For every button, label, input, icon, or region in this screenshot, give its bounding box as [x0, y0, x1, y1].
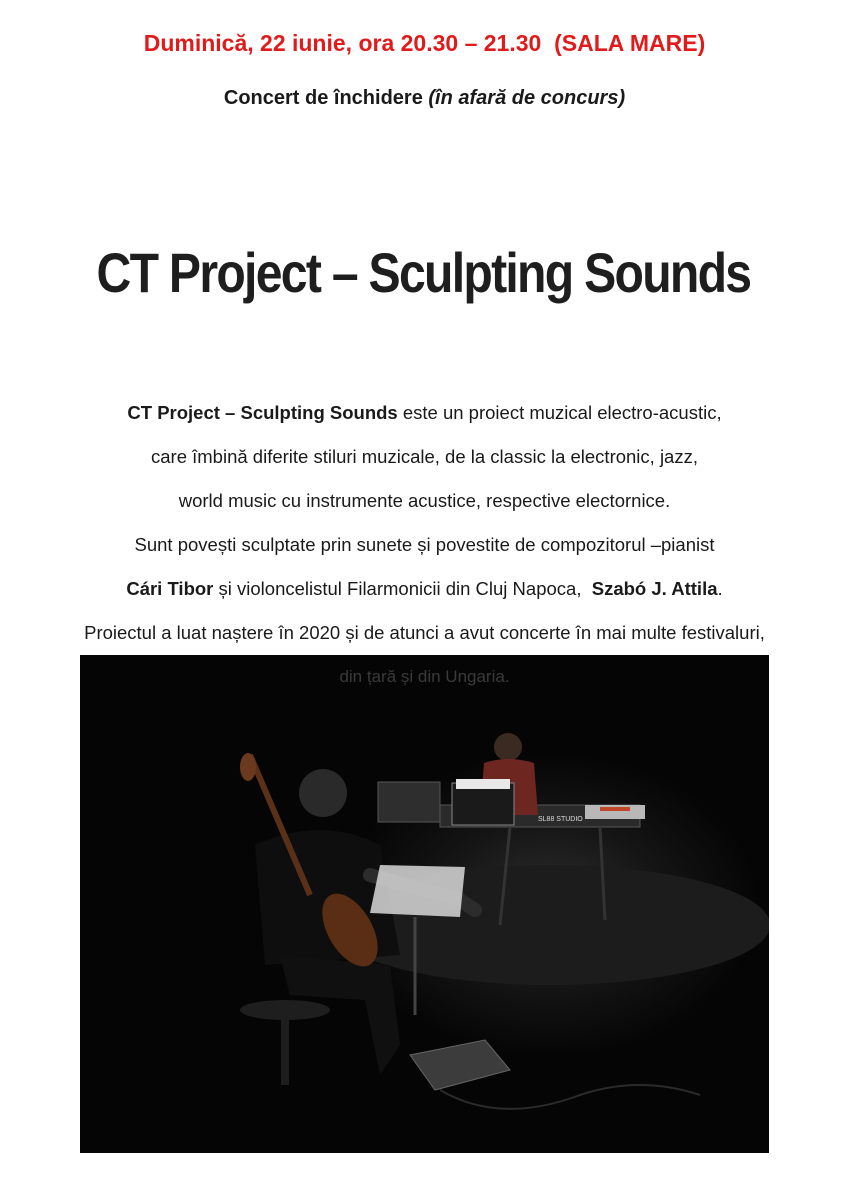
- description-line-1: [0, 402, 849, 424]
- pedalboard: [410, 1040, 510, 1090]
- cellist-head: [299, 769, 347, 817]
- synth-stripe: [600, 807, 630, 811]
- description-line-5: [0, 578, 849, 600]
- stage-scene: [80, 655, 769, 1153]
- description-line-4: Sunt povești sculptate prin sunete și povestite de compozitorul –pianist: [134, 534, 715, 555]
- sheet-music-light: [456, 779, 510, 789]
- line5-end: .: [717, 578, 723, 599]
- cello-scroll: [240, 753, 256, 781]
- subtitle-plain: Concert de închidere: [223, 87, 429, 109]
- cellist-stand-sheet: [370, 865, 465, 917]
- page-title: CT Project – Sculpting Sounds: [96, 241, 751, 304]
- cellist-name: Szabó J. Attila: [591, 578, 718, 599]
- laptop: [378, 782, 440, 822]
- line1-text: este un proiect muzical electro-acustic,: [397, 402, 722, 423]
- pianist-name: Cári Tibor: [126, 578, 214, 599]
- keyboard-brand: SL88 STUDIO: [538, 816, 583, 823]
- event-subtitle: [0, 87, 849, 110]
- project-name: CT Project – Sculpting Sounds: [127, 402, 398, 423]
- description-line-2: care îmbină diferite stiluri muzicale, de la classic la electronic, jazz,: [151, 446, 698, 467]
- concert-photo: [80, 655, 769, 1153]
- photo-overlay-text: din țară și din Ungaria.: [339, 667, 510, 686]
- music-stand-top: [452, 783, 514, 825]
- description-line-3: world music cu instrumente acustice, respective electornice.: [178, 490, 671, 511]
- floor-cables: [440, 1085, 700, 1109]
- subtitle-italic: (în afară de concurs): [428, 87, 626, 109]
- line5-text: și violoncelistul Filarmonicii din Cluj Napoca,: [213, 578, 592, 599]
- event-date-line: Duminică, 22 iunie, ora 20.30 – 21.30 (SALA MARE): [143, 30, 706, 56]
- pianist-head: [494, 733, 522, 761]
- description-line-6: Proiectul a luat naștere în 2020 și de atunci a avut concerte în mai multe festivaluri,: [84, 622, 765, 643]
